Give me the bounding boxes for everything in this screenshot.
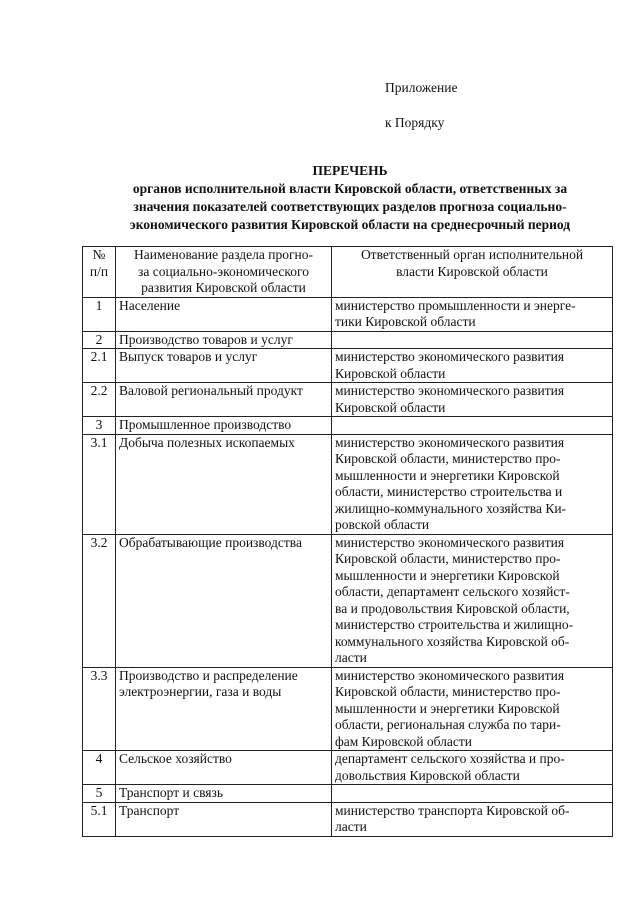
header-text: Ответственный орган исполнительной [360, 247, 584, 262]
row-number: 2.1 [83, 349, 116, 383]
organ-line: фам Кировской области [335, 733, 473, 749]
row-number: 5 [83, 785, 116, 803]
organ-line: министерство строительства и жилищно- [335, 617, 574, 632]
table-row [83, 349, 613, 383]
row-number: 3 [83, 417, 116, 435]
section-line: Промышленное производство [119, 417, 292, 432]
section-name [116, 331, 332, 349]
header-text: п/п [89, 263, 109, 279]
table-row [83, 802, 613, 836]
title-line: экономического развития Кировской области на среднесрочный период [129, 217, 571, 232]
organ-line: области, министерство строительства и [335, 484, 563, 499]
section-line: Валовой региональный продукт [119, 383, 303, 398]
row-number: 4 [83, 751, 116, 785]
organ-line: довольствия Кировской области [335, 767, 520, 783]
header-text: № [92, 247, 106, 262]
row-number: 3.3 [83, 667, 116, 751]
organ-line: министерство экономического развития [335, 349, 565, 364]
header-text: развития Кировской области [141, 280, 306, 295]
organ-line: ласти [335, 650, 367, 665]
section-line: Производство товаров и услуг [119, 331, 293, 347]
table-row [83, 434, 613, 534]
table-header-row [83, 247, 613, 298]
table-row [83, 751, 613, 785]
header-organ [332, 247, 613, 298]
table-row [83, 534, 613, 667]
section-name [116, 349, 332, 383]
section-line: Население [119, 297, 181, 313]
organ-line: Кировской области [335, 399, 446, 415]
organ-line: министерство экономического развития [335, 667, 565, 683]
header-section [116, 247, 332, 298]
responsible-organ [332, 785, 613, 803]
organ-line: жилищно-коммунального хозяйства Ки- [335, 500, 567, 516]
section-line: Сельское хозяйство [119, 751, 232, 766]
section-name [116, 434, 332, 534]
organ-line: мышленности и энергетики Кировской [335, 567, 560, 583]
section-name [116, 667, 332, 751]
organ-line: ва и продовольствия Кировской области, [335, 600, 570, 616]
organ-line: Кировской области, министерство про- [335, 451, 561, 466]
responsible-organ [332, 383, 613, 417]
section-name [116, 751, 332, 785]
organ-line: министерство транспорта Кировской об- [335, 802, 570, 818]
title-line: органов исполнительной власти Кировской области, ответственных за [132, 181, 568, 196]
responsibility-table [82, 246, 613, 837]
organ-line: тики Кировской области [335, 314, 476, 329]
row-number: 2.2 [83, 383, 116, 417]
organ-line: ласти [335, 819, 367, 834]
table-row [83, 297, 613, 331]
header-text: Наименование раздела прогно- [133, 247, 313, 262]
section-name [116, 802, 332, 836]
section-line: Транспорт [119, 802, 180, 818]
title-heading: ПЕРЕЧЕНЬ [312, 163, 388, 178]
title-line: значения показателей соответствующих разделов прогноза социально- [133, 199, 567, 214]
row-number: 3.2 [83, 534, 116, 667]
appendix-label: Приложение [385, 80, 458, 95]
table-body [83, 297, 613, 836]
organ-line: ровской области [335, 517, 430, 532]
section-line: Производство и распределение [119, 667, 298, 683]
section-line: Транспорт и связь [119, 785, 223, 800]
organ-line: министерство экономического развития [335, 434, 565, 450]
organ-line: Кировской области, министерство про- [335, 684, 561, 699]
section-name [116, 383, 332, 417]
document-title [80, 162, 620, 234]
section-line: электроэнергии, газа и воды [119, 684, 282, 699]
organ-line: Кировской области, министерство про- [335, 551, 561, 566]
section-name [116, 785, 332, 803]
section-line: Добыча полезных ископаемых [119, 434, 295, 450]
table-row [83, 785, 613, 803]
organ-line: министерство экономического развития [335, 383, 565, 398]
organ-line: департамент сельского хозяйства и про- [335, 751, 565, 766]
row-number: 2 [83, 331, 116, 349]
table-row [83, 331, 613, 349]
section-line: Обрабатывающие производства [119, 534, 302, 550]
header-text: власти Кировской области [396, 263, 548, 279]
responsible-organ [332, 534, 613, 667]
table-row [83, 383, 613, 417]
responsible-organ [332, 331, 613, 349]
organ-line: коммунального хозяйства Кировской об- [335, 633, 570, 649]
header-text: за социально-экономического [138, 263, 309, 279]
header-number [83, 247, 116, 298]
responsible-organ [332, 434, 613, 534]
row-number: 5.1 [83, 802, 116, 836]
responsible-organ [332, 349, 613, 383]
section-name [116, 297, 332, 331]
section-name [116, 534, 332, 667]
organ-line: области, департамент сельского хозяйст- [335, 584, 570, 599]
organ-line: Кировской области [335, 365, 446, 381]
section-name [116, 417, 332, 435]
row-number: 1 [83, 297, 116, 331]
row-number: 3.1 [83, 434, 116, 534]
responsible-organ [332, 667, 613, 751]
table-row [83, 667, 613, 751]
organ-line: министерство экономического развития [335, 534, 565, 550]
responsible-organ [332, 751, 613, 785]
responsible-organ [332, 297, 613, 331]
organ-line: мышленности и энергетики Кировской [335, 700, 560, 716]
organ-line: области, региональная служба по тари- [335, 717, 561, 732]
table-row [83, 417, 613, 435]
responsible-organ [332, 802, 613, 836]
responsible-organ [332, 417, 613, 435]
appendix-reference: к Порядку [385, 115, 445, 130]
organ-line: министерство промышленности и энерге- [335, 297, 576, 313]
section-line: Выпуск товаров и услуг [119, 349, 258, 364]
organ-line: мышленности и энергетики Кировской [335, 467, 560, 483]
